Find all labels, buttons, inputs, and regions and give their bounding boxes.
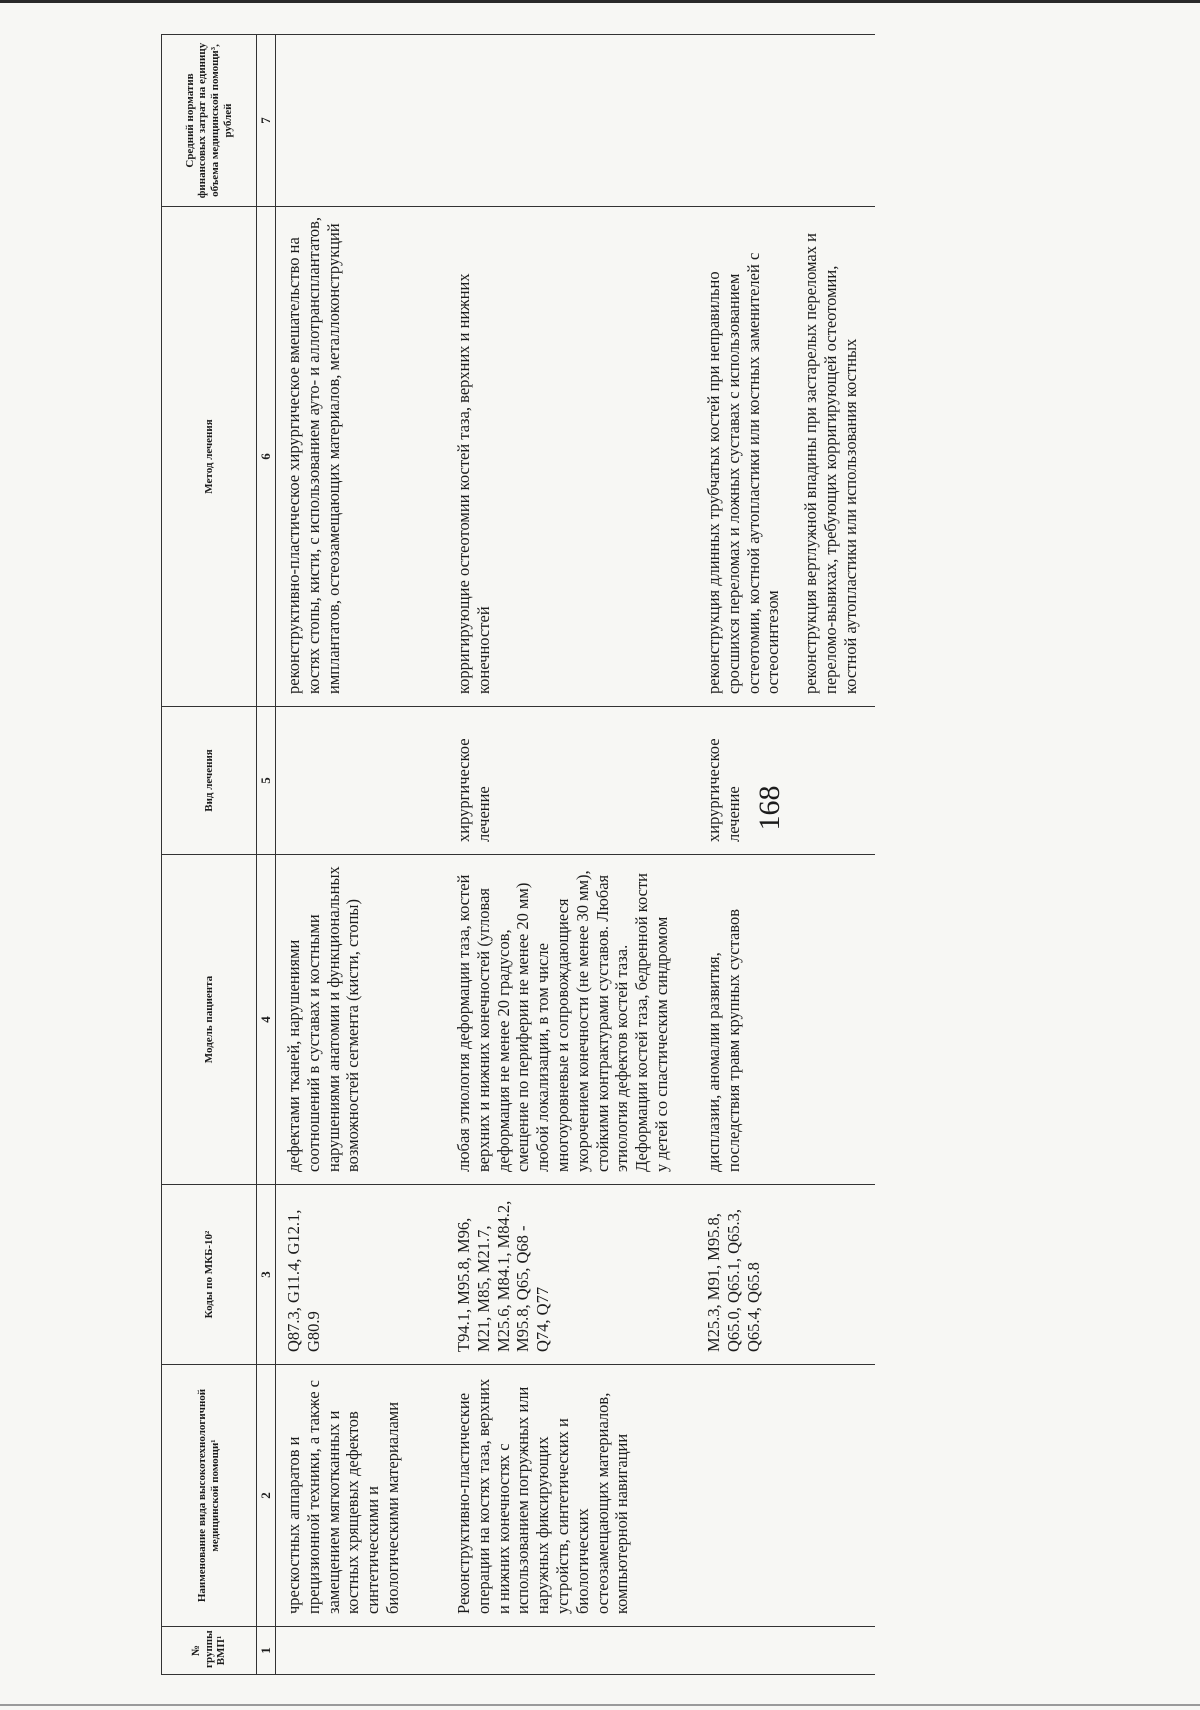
header-icd-codes: Коды по МКБ-10² [162,1185,257,1365]
spacer [454,1637,704,1662]
treatment-type-row-3: хирургическое лечение [704,738,743,842]
column-number: 7 [257,35,276,207]
header-group-number: № группы ВМП¹ [162,1627,257,1675]
header-vmp-name: Наименование вида высокотехнологичной медицинской помощи¹ [162,1365,257,1627]
column-number: 5 [257,707,276,855]
table-header-row [162,35,257,1675]
scan-bottom-edge [0,1704,1200,1706]
treatment-method-row-3b: реконструкция вертлужной впадины при застарелых переломах и переломо-вывихах, требующих корригирующей остеотомии, костной аутопластики или использования костных [801,233,860,694]
column-number: 4 [257,855,276,1185]
table-row [276,35,875,1675]
scan-top-edge [0,0,1200,3]
column-number: 2 [257,1365,276,1627]
vmp-name-row-2: Реконструктивно-пластические операции на костях таза, верхних и нижних конечностях с использованием погружных или наружных фиксирующих устройств, синтетических и биологических остеозамещающих материалов, компьютерной навигации [454,1378,632,1614]
treatment-method-row-2: корригирующие остеотомии костей таза, верхних и нижних конечностей [454,273,493,694]
vmp-name-cell [276,1365,875,1627]
column-number: 6 [257,207,276,707]
patient-model-row-3: дисплазии, аномалии развития, последствия травм крупных суставов [704,908,743,1172]
patient-model-cell [276,855,875,1185]
icd-codes-cell [276,1185,875,1365]
treatment-method-row-1: реконструктивно-пластическое хирургическое вмешательство на костях стопы, кисти, с использованием ауто- и аллотрансплантатов, имплантатов, остеозамещающих материалов, металлоконструкций [284,216,343,694]
average-cost-cell [276,35,875,207]
patient-model-row-2: любая этиология деформации таза, костей верхних и нижних конечностей (угловая деформация не менее 20 градусов, смещение по периферии не менее 20 мм) любой локализации, в том числе многоуровневые и сопровождающиеся укорочением конечности (не менее 30 мм), стойкими контрактурами суставов. Любая этиология дефектов костей таза. Деформации костей таза, бедренной кости у детей со спастическим синдромом [454,870,671,1172]
patient-model-row-1: дефектами тканей, нарушениями соотношений в суставах и костными нарушениями анатомии и функциональных возможностей сегмента (кисти, стопы) [284,866,363,1172]
header-treatment-type: Вид лечения [162,707,257,855]
spacer [284,1637,454,1662]
icd-codes-row-2: T94.1, M95.8, M96, M21, M85, M21.7, M25.6, M84.1, M84.2, M95.8, Q65, Q68 - Q74, Q77 [454,1200,553,1352]
header-patient-model: Модель пациента [162,855,257,1185]
treatment-method-cell [276,207,875,707]
treatment-method-row-3: реконструкция длинных трубчатых костей при неправильно сросшихся переломах и ложных суставах с использованием остеотомии, костной аутопластики или костных заменителей с остеосинтезом [704,252,783,694]
treatment-type-row-2: хирургическое лечение [454,738,493,842]
header-average-cost: Средний норматив финансовых затрат на единицу объема медицинской помощи³, рублей [162,35,257,207]
icd-codes-row-3: M25.3, M91, M95.8, Q65.0, Q65.1, Q65.3, Q65.4, Q65.8 [704,1209,763,1352]
column-number: 1 [257,1627,276,1675]
icd-codes-row-1: Q87.3, G11.4, G12.1, G80.9 [284,1209,323,1352]
treatment-type-row-1 [284,717,454,842]
group-number-cell [276,1627,875,1675]
vmp-table [161,34,875,1675]
column-number: 3 [257,1185,276,1365]
rotated-table-frame [161,35,1200,1675]
column-number-row [257,35,276,1675]
vmp-name-row-1: чрескостных аппаратов и прецизионной техники, а также с замещением мягкотканных и костных хрящевых дефектов синтетическими и биологическими материалами [284,1379,402,1614]
page-number: 168 [753,785,786,831]
treatment-type-cell [276,707,875,855]
header-treatment-method: Метод лечения [162,207,257,707]
